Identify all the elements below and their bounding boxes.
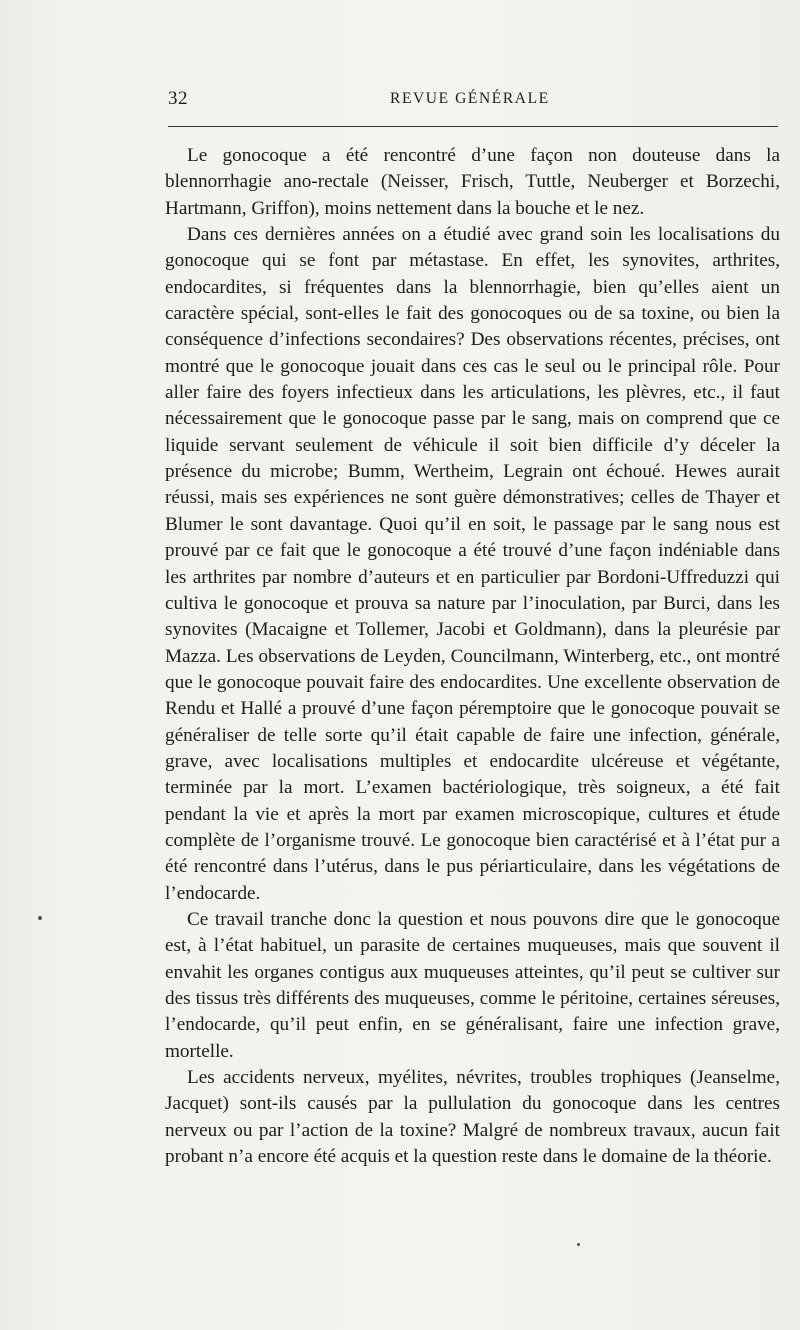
paragraph-accidents-nerveux: Les accidents nerveux, myélites, névrites, troubles trophiques (Jeanselme, Jacquet) sont-ils causés par la pullulation du gonocoque dans les centres nerveux ou par l’action de la toxine? Malgré de nombreux travaux, aucun fait probant n’a encore été acquis et la question reste dans le domaine de la théorie. xyxy=(165,1067,780,1168)
paper-speck xyxy=(577,1243,580,1246)
body-text xyxy=(165,143,780,1170)
running-title: REVUE GÉNÉRALE xyxy=(390,90,550,107)
page-header xyxy=(168,88,778,118)
paragraph-localisations: Le gonocoque a été rencontré d’une façon non douteuse dans la blennorrhagie ano-rectale (Neisser, Frisch, Tuttle, Neuberger et Borzechi, Hartmann, Griffon), moins nettement dans la bouche et le nez. xyxy=(165,145,780,219)
paper-speck xyxy=(38,916,42,920)
paragraph-conclusion: Ce travail tranche donc la question et nous pouvons dire que le gonocoque est, à l’état habituel, un parasite de certaines muqueuses, mais que souvent il envahit les organes contigus aux muqueuses atteintes, qu’il peut se cultiver sur des tissus très différents des muqueuses, comme le péritoine, certaines séreuses, l’endocarde, qu’il peut enfin, en se généralisant, faire une infection grave, mortelle. xyxy=(165,908,780,1062)
header-rule xyxy=(168,126,778,127)
paragraph-metastases: Dans ces dernières années on a étudié avec grand soin les localisations du gonocoque qui se font par métastase. En effet, les synovites, arthrites, endocardites, si fréquentes dans la blennorrhagie, bien qu’elles aient un caractère spécial, sont-elles le fait des gonocoques ou de sa toxine, ou bien la conséquence d’infections secondaires? Des observations récentes, précises, ont montré que le gonocoque jouait dans ces cas le seul ou le principal rôle. Pour aller faire des foyers infectieux dans les articulations, les plèvres, etc., il faut nécessairement que le gonocoque passe par le sang, mais on comprend que ce liquide servant seulement de véhicule il soit bien difficile d’y déceler la présence du microbe; Bumm, Wertheim, Legrain ont échoué. Hewes aurait réussi, mais ses expériences ne sont guère démonstratives; celles de Thayer et Blumer le sont davantage. Quoi qu’il en soit, le passage par le sang nous est prouvé par ce fait que le gonocoque a été trouvé d’une façon indéniable dans les arthrites par nombre d’auteurs et en particulier par Bordoni-Uffreduzzi qui cultiva le gonocoque et prouva sa nature par l’inoculation, par Burci, dans les synovites (Macaigne et Tollemer, Jacobi et Goldmann), dans la pleurésie par Mazza. Les observations de Leyden, Councilmann, Winterberg, etc., ont montré que le gonocoque pouvait faire des endocardites. Une excellente observation de Rendu et Hallé a prouvé d’une façon péremptoire que le gonocoque pouvait se généraliser de telle sorte qu’il était capable de faire une infection, générale, grave, avec localisations multiples et endocardite ulcéreuse et végétante, terminée par la mort. L’examen bactériologique, très soigneux, a été fait pendant la vie et après la mort par examen microscopique, cultures et étude complète de l’organisme trouvé. Le gonocoque bien caractérisé et à l’état pur a été rencontré dans l’utérus, dans le pus périarticulaire, dans les végétations de l’endocarde. xyxy=(165,224,780,904)
page-number: 32 xyxy=(168,88,188,109)
